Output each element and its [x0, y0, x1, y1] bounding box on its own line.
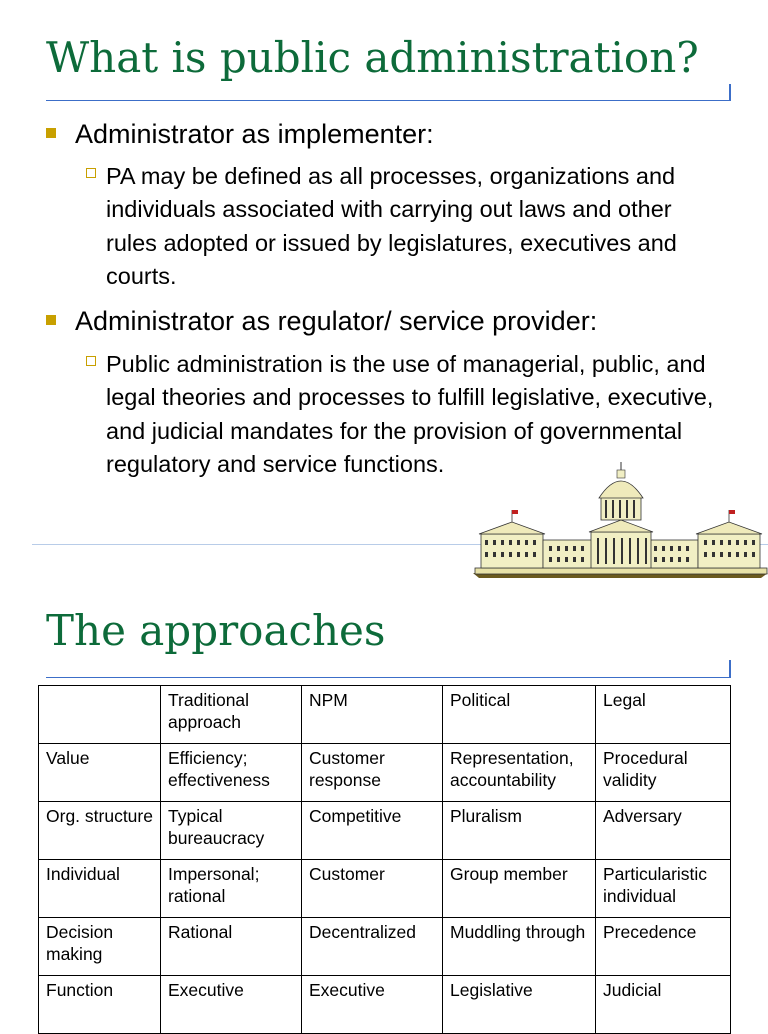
table-row: [39, 976, 731, 1034]
title-rule-tick: [729, 84, 731, 101]
table-header-cell: NPM: [302, 686, 443, 744]
table-cell: Customer response: [302, 744, 443, 802]
hollow-square-bullet-icon: [86, 356, 96, 366]
bullet-label: Administrator as regulator/ service provider:: [75, 306, 598, 336]
table-row: [39, 744, 731, 802]
table-cell: Adversary: [596, 802, 731, 860]
table-row: [39, 802, 731, 860]
table-cell: Representation, accountability: [443, 744, 596, 802]
table-cell: Procedural validity: [596, 744, 731, 802]
table-row-label: Individual: [39, 860, 161, 918]
table-row-label: Function: [39, 976, 161, 1034]
table-cell: Precedence: [596, 918, 731, 976]
bullet-regulator: [46, 305, 736, 337]
table-cell: Particularistic individual: [596, 860, 731, 918]
table-cell: Impersonal; rational: [161, 860, 302, 918]
approaches-table: [38, 685, 731, 1034]
table-row-label: Value: [39, 744, 161, 802]
table-cell: Typical bureaucracy: [161, 802, 302, 860]
table-header-cell: Legal: [596, 686, 731, 744]
table-cell: Pluralism: [443, 802, 596, 860]
table-header-row: [39, 686, 731, 744]
table-header-cell: Political: [443, 686, 596, 744]
table-row: [39, 860, 731, 918]
sub-bullet-text: PA may be defined as all processes, organizations and individuals associated with carrying out laws and other rules adopted or issued by legislatures, executives and courts.: [106, 163, 677, 289]
table-cell: Judicial: [596, 976, 731, 1034]
table-row-label: Decision making: [39, 918, 161, 976]
sub-bullet-implementer: [86, 160, 726, 293]
square-bullet-icon: [46, 128, 56, 138]
table-cell: Executive: [302, 976, 443, 1034]
table-cell: Muddling through: [443, 918, 596, 976]
table-cell: Rational: [161, 918, 302, 976]
square-bullet-icon: [46, 315, 56, 325]
table-header-cell: Traditional approach: [161, 686, 302, 744]
title-rule: [46, 100, 730, 101]
table-cell: Decentralized: [302, 918, 443, 976]
table-header-cell: [39, 686, 161, 744]
table-row: [39, 918, 731, 976]
table-cell: Group member: [443, 860, 596, 918]
table-cell: Legislative: [443, 976, 596, 1034]
slide-2-title: The approaches: [46, 606, 386, 655]
table-cell: Executive: [161, 976, 302, 1034]
table-row-label: Org. structure: [39, 802, 161, 860]
slide-1-title: What is public administration?: [46, 33, 699, 82]
bullet-label: Administrator as implementer:: [75, 119, 434, 149]
sub-bullet-text: Public administration is the use of managerial, public, and legal theories and processes to fulfill legislative, executive, and judicial mandates for the provision of governmental regulatory and service functions.: [106, 351, 714, 477]
title-rule-tick: [729, 660, 731, 678]
table-cell: Efficiency; effectiveness: [161, 744, 302, 802]
table-cell: Customer: [302, 860, 443, 918]
table-cell: Competitive: [302, 802, 443, 860]
title-rule: [46, 677, 730, 678]
hollow-square-bullet-icon: [86, 168, 96, 178]
bullet-implementer: [46, 118, 736, 150]
